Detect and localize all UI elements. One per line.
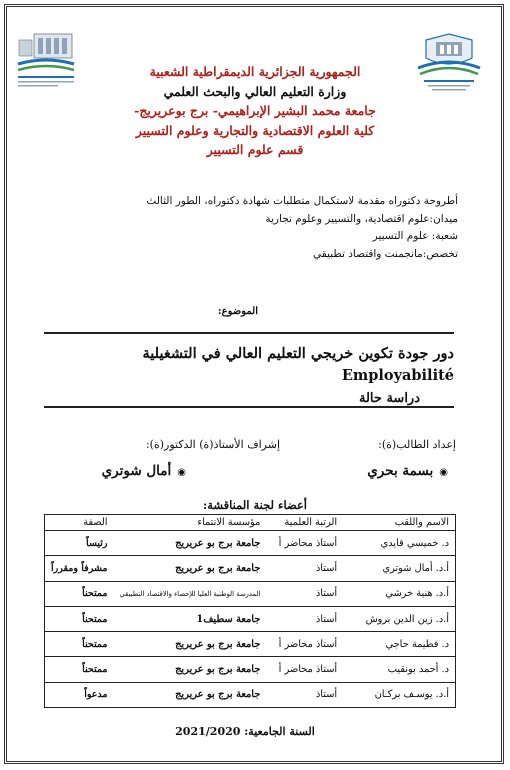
header-rank: الرتبة العلمية (266, 515, 343, 531)
table-row (45, 657, 456, 682)
supervisor-name-text: أمال شوتري (101, 463, 172, 479)
title-top-rule (44, 332, 454, 334)
title-subtitle: دراسة حالة (359, 391, 420, 406)
member-role: رئيساً (45, 531, 114, 556)
table-row (45, 556, 456, 581)
university-logo-icon (14, 30, 78, 90)
supervisor-name (70, 463, 186, 479)
table-header-row (45, 515, 456, 531)
header-name: الاسم واللقب (343, 515, 455, 531)
thesis-info (40, 193, 458, 263)
table-row (45, 531, 456, 556)
thesis-title (44, 343, 454, 411)
member-role: مدعواً (84, 689, 108, 701)
committee-title: أعضاء لجنة المناقشة: (203, 498, 307, 512)
title-main: دور جودة تكوين خريجي التعليم العالي في التشغيلية Employabilité (142, 345, 454, 384)
member-role: ممتحناً (45, 606, 114, 631)
header-university: جامعة محمد البشير الإبراهيمي- برج بوعريريج- (134, 103, 376, 118)
member-institution: جامعة برج بو عريريج (114, 632, 267, 657)
member-name: أ.د. أمال شوتري (343, 556, 455, 581)
member-rank: أستاذ محاضر أ (266, 657, 343, 682)
member-rank: أستاذ (266, 606, 343, 631)
member-institution: جامعة برج بو عريريج (175, 689, 261, 701)
table-row (45, 632, 456, 657)
academic-year: السنة الجامعية: 2021/2020 (175, 725, 315, 738)
subject-label: الموضوع: (217, 306, 258, 317)
member-institution: المدرسة الوطنية العليا للإحصاء والاقتصاد التطبيقي (114, 581, 267, 606)
member-name: د. خميسي قايدي (343, 531, 455, 556)
thesis-field: ميدان:علوم اقتصادية، والتسيير وعلوم تجارية (265, 212, 458, 225)
header-faculty: كلية العلوم الاقتصادية والتجارية وعلوم التسيير (135, 122, 375, 138)
committee-table (44, 514, 456, 708)
student-name-text: بسمة بحري (367, 463, 434, 479)
member-name: أ.د. يوسـف بركـان (374, 689, 449, 701)
member-rank: أستاذ (315, 689, 338, 701)
member-institution: جامعة سطيف1 (114, 606, 267, 631)
thesis-branch: شعبة: علوم التسيير (372, 230, 458, 243)
member-institution: جامعة برج بو عريريج (114, 531, 267, 556)
table-row (45, 682, 456, 707)
header-role: الصفة (45, 515, 114, 531)
header-institution: مؤسسة الانتماء (114, 515, 267, 531)
supervisor-label: إشراف الأستاذ(ة) الدكتور(ة): (145, 438, 280, 451)
member-name: د. فطيمة حاجي (343, 632, 455, 657)
member-rank: أستاذ محاضر أ (266, 531, 343, 556)
member-role: مشرفاً ومقرراً (45, 556, 114, 581)
member-institution: جامعة برج بو عريريج (114, 657, 267, 682)
member-rank: أستاذ (266, 581, 343, 606)
student-label: إعداد الطالب(ة): (378, 438, 456, 451)
header-republic: الجمهورية الجزائرية الديمقراطية الشعبية (149, 64, 361, 79)
thesis-specialty: تخصص:مانجمنت واقتصاد تطبيقي (312, 247, 458, 260)
thesis-degree: أطروحة دكتوراه مقدمة لاستكمال متطلبات شهادة دكتوراه، الطور الثالث (146, 195, 458, 207)
member-institution: جامعة برج بو عريريج (114, 556, 267, 581)
institution-header (90, 62, 420, 160)
member-name: أ.د. هنية خرشي (343, 581, 455, 606)
bullet-icon: ◉ (177, 467, 186, 478)
student-name (330, 463, 448, 479)
header-ministry: وزارة التعليم العالي والبحث العلمي (163, 83, 347, 99)
header-department: قسم علوم التسيير (206, 142, 304, 157)
member-role: ممتحناً (45, 581, 114, 606)
member-role: ممتحناً (45, 632, 114, 657)
member-role: ممتحناً (45, 657, 114, 682)
table-row (45, 581, 456, 606)
table-row (45, 606, 456, 631)
member-rank: أستاذ (266, 556, 343, 581)
member-name: د. أحمد بونقيب (343, 657, 455, 682)
member-name: أ.د. زين الدين بروش (343, 606, 455, 631)
title-bottom-rule (44, 406, 454, 408)
university-emblem-icon (412, 30, 486, 96)
member-rank: أستاذ محاضر أ (266, 632, 343, 657)
bullet-icon: ◉ (439, 467, 448, 478)
